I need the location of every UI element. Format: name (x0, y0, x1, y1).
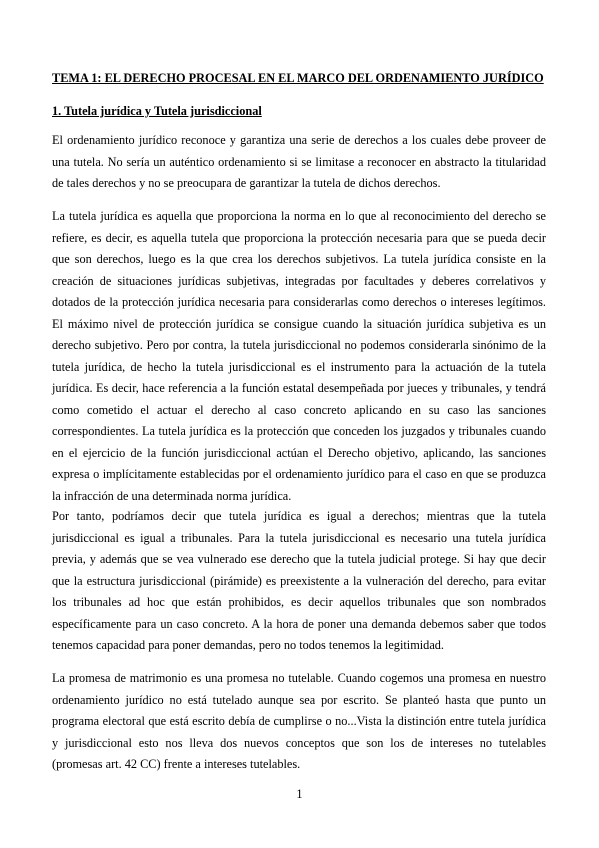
page-number: 1 (296, 787, 303, 801)
section-heading: 1. Tutela jurídica y Tutela jurisdiccional (52, 104, 262, 118)
paragraph-4: La promesa de matrimonio es una promesa no tutelable. Cuando cogemos una promesa en nuestro ordenamiento jurídico no está tutelado aunque sea por escrito. Se planteó hasta que punto un programa electoral que está escrito debía de cumplirse o no...Vista la distinción entre tutela jurídica y jurisdiccional esto nos lleva dos nuevos conceptos que son los de intereses no tutelables (promesas art. 42 CC) frente a intereses tutelables. (52, 671, 546, 771)
paragraph-3: Por tanto, podríamos decir que tutela jurídica es igual a derechos; mientras que la tutela jurisdiccional es igual a tribunales. Para la tutela jurisdiccional es necesario una tutela jurídica previa, y además que se vea vulnerado ese derecho que la tutela judicial protege. Si hay que decir que la estructura jurisdiccional (pirámide) es preexistente a la vulneración del derecho, para evitar los tribunales ad hoc que están prohibidos, es decir aquellos tribunales que son nombrados específicamente para un caso concreto. A la hora de poner una demanda debemos saber que todos tenemos capacidad para poner demandas, pero no todos tenemos la legitimidad. (52, 509, 546, 652)
document-title: TEMA 1: EL DERECHO PROCESAL EN EL MARCO DEL ORDENAMIENTO JURÍDICO (52, 71, 544, 85)
paragraph-2: La tutela jurídica es aquella que proporciona la norma en lo que al reconocimiento del derecho se refiere, es decir, es aquella tutela que proporciona la protección necesaria para que se pueda decir que son derechos, luego es la que crea los derechos subjetivos. La tutela jurídica consiste en la creación de situaciones jurídicas subjetivas, integradas por facultades y deberes correlativos y dotados de la protección jurídica necesaria para considerarlas como derechos o intereses legítimos. El máximo nivel de protección jurídica se consigue cuando la situación jurídica subjetiva es un derecho subjetivo. Pero por contra, la tutela jurisdiccional no podemos considerarla sinónimo de la tutela jurídica, de hecho la tutela jurisdiccional es el instrumento para la actuación de la tutela jurídica. Es decir, hace referencia a la función estatal desempeñada por jueces y tribunales, y tendrá como cometido el actuar el derecho al caso concreto aplicando en su caso las sanciones correspondientes. La tutela jurídica es la protección que conceden los juzgados y tribunales cuando en el ejercicio de la función jurisdiccional actúan el Derecho objetivo, aplicando, las sanciones expresa o implícitamente establecidas por el ordenamiento jurídico para el caso en que se produzca la infracción de una determinada norma jurídica. (52, 209, 546, 503)
paragraph-1: El ordenamiento jurídico reconoce y garantiza una serie de derechos a los cuales debe proveer de una tutela. No sería un auténtico ordenamiento si se limitase a reconocer en abstracto la titularidad de tales derechos y no se preocupara de garantizar la tutela de dichos derechos. (52, 133, 546, 190)
